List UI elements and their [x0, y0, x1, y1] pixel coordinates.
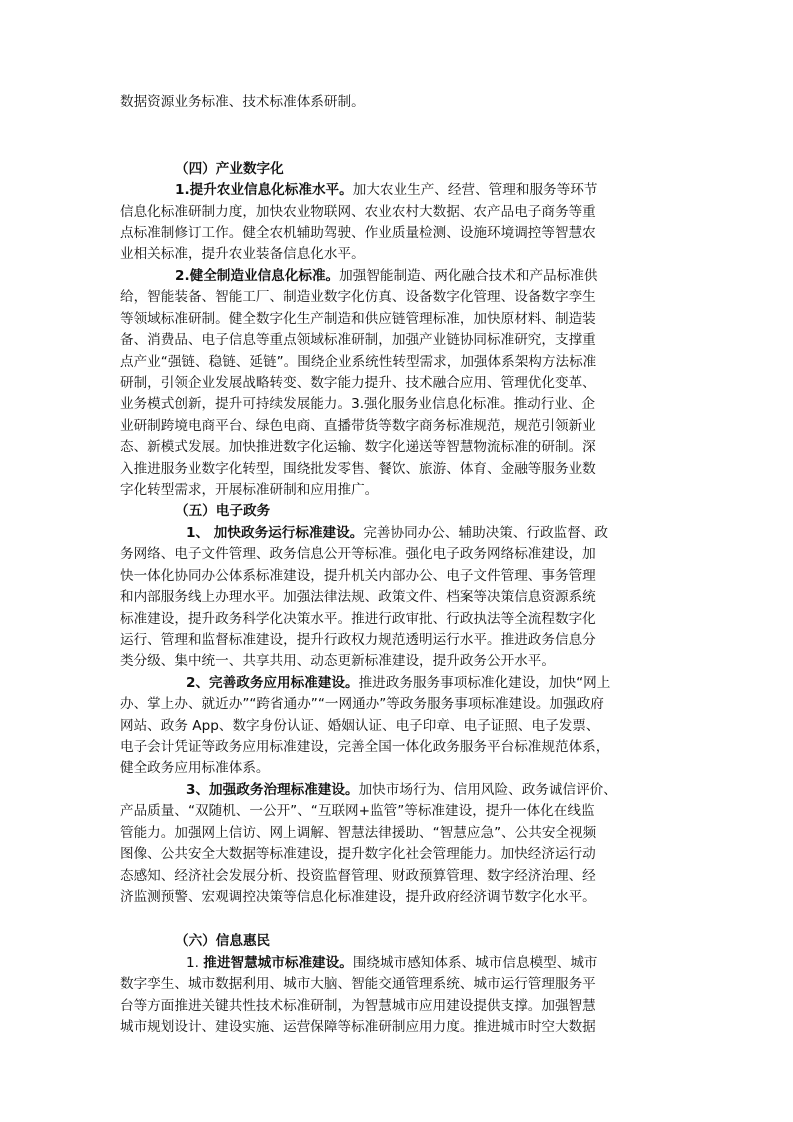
body-text-line: 等领域标准研制。健全数字化生产制造和供应链管理标准，加快原材料、制造装 — [120, 311, 596, 327]
body-text-line — [175, 266, 597, 288]
body-text-line: 图像、公共安全大数据等标准建设，提升数字化社会管理能力。加快经济运行动 — [120, 846, 596, 862]
body-text-line: 济监测预警、宏观调控决策等信息化标准建设，提升政府经济调节数字化水平。 — [120, 889, 596, 905]
body-text-line: 业相关标准，提升农业装备信息化水平。 — [120, 246, 365, 262]
body-text-line: 数据资源业务标准、技术标准体系研制。 — [120, 94, 365, 110]
body-text-line: 业研制跨境电商平台、绿色电商、直播带货等数字商务标准规范，规范引领新业 — [120, 418, 596, 434]
paragraph-text: 加强智能制造、两化融合技术和产品标准供 — [339, 268, 598, 284]
body-text-line: 给，智能装备、智能工厂、制造业数字化仿真、设备数字化管理、设备数字孪生 — [120, 289, 596, 305]
paragraph-text: 完善协同办公、辅助决策、行政监督、政 — [363, 525, 609, 541]
body-text-line — [186, 780, 617, 802]
body-text-line: 研制，引领企业发展战略转变、数字能力提升、技术融合应用、管理优化变革、 — [120, 375, 596, 391]
body-text-line: 点标准制修订工作。健全农机辅助驾驶、作业质量检测、设施环境调控等智慧农 — [120, 225, 596, 241]
body-text-line: 台等方面推进关键共性技术标准研制，为智慧城市应用建设提供支撑。加强智慧 — [120, 998, 596, 1014]
paragraph-title: 1.提升农业信息化标准水平。 — [175, 182, 353, 198]
body-text-line: 字化转型需求，开展标准研制和应用推广。 — [120, 482, 379, 498]
body-text-line: 业务模式创新，提升可持续发展能力。3.强化服务业信息化标准。推动行业、企 — [120, 396, 596, 412]
paragraph-text: 围绕城市感知体系、城市信息模型、城市 — [352, 955, 598, 971]
body-text-line — [175, 180, 597, 202]
body-text-line: 管能力。加强网上信访、网上调解、智慧法律援助、“智慧应急”、公共安全视频 — [120, 825, 597, 841]
body-text-line: 点产业“强链、稳链、延链”。围绕企业系统性转型需求，加强体系架构方法标准 — [120, 354, 597, 370]
section-heading: （六）信息惠民 — [175, 933, 271, 949]
paragraph-title: 2、完善政务应用标准建设。 — [186, 675, 359, 691]
paragraph-title: 1、 加快政务运行标准建设。 — [186, 525, 364, 541]
body-text-line: 务网络、电子文件管理、政务信息公开等标准。强化电子政务网络标准建设，加 — [120, 546, 596, 562]
body-text-line — [186, 523, 608, 545]
body-text-line: 和内部服务线上办理水平。加强法律法规、政策文件、档案等决策信息资源系统 — [120, 589, 596, 605]
body-text-line: 运行、管理和监督标准建设，提升行政权力规范透明运行水平。推进政务信息分 — [120, 632, 596, 648]
body-text-line: 标准建设，提升政务科学化决策水平。推进行政审批、行政执法等全流程数字化 — [120, 611, 596, 627]
body-text-line: 信息化标准研制力度，加快农业物联网、农业农村大数据、农产品电子商务等重 — [120, 204, 596, 220]
body-text-line: 类分级、集中统一、共享共用、动态更新标准建设，提升政务公开水平。 — [120, 653, 555, 669]
body-text-line — [186, 953, 598, 975]
body-text-line: 健全政务应用标准体系。 — [120, 760, 270, 776]
body-text-line: 备、消费品、电子信息等重点领域标准研制，加强产业链协同标准研究，支撑重 — [120, 332, 596, 348]
body-text-line: 数字孪生、城市数据利用、城市大脑、智能交通管理系统、城市运行管理服务平 — [120, 976, 596, 992]
body-text-line: 办、掌上办、就近办”“跨省通办”“一网通办”等政务服务事项标准建设。加强政府 — [120, 696, 604, 712]
body-text-line — [186, 673, 610, 695]
body-text-line: 电子会计凭证等政务应用标准建设，完善全国一体化政务服务平台标准规范体系， — [120, 739, 610, 755]
paragraph-number: 1. — [186, 955, 204, 971]
paragraph-title: 2.健全制造业信息化标准。 — [175, 268, 340, 284]
paragraph-title: 3、加强政务治理标准建设。 — [186, 782, 359, 798]
paragraph-text: 加大农业生产、经营、管理和服务等环节 — [352, 182, 598, 198]
body-text-line: 态感知、经济社会发展分析、投资监督管理、财政预算管理、数字经济治理、经 — [120, 868, 596, 884]
paragraph-text: 推进政务服务事项标准化建设，加快“网上 — [358, 675, 611, 691]
body-text-line: 态、新模式发展。加快推进数字化运输、数字化递送等智慧物流标准的研制。深 — [120, 439, 596, 455]
paragraph-text: 加快市场行为、信用风险、政务诚信评价、 — [358, 782, 617, 798]
body-text-line: 入推进服务业数字化转型，围绕批发零售、餐饮、旅游、体育、金融等服务业数 — [120, 461, 596, 477]
body-text-line: 产品质量、“双随机、一公开”、“互联网+监管”等标准建设，提升一体化在线监 — [120, 803, 595, 819]
body-text-line: 城市规划设计、建设实施、运营保障等标准研制应用力度。推进城市时空大数据 — [120, 1019, 596, 1035]
body-text-line: 快一体化协同办公体系标准建设，提升机关内部办公、电子文件管理、事务管理 — [120, 568, 596, 584]
section-heading: （四）产业数字化 — [175, 161, 284, 177]
body-text-line: 网站、政务 App、数字身份认证、婚姻认证、电子印章、电子证照、电子发票、 — [120, 718, 600, 734]
section-heading: （五）电子政务 — [175, 503, 271, 519]
paragraph-title: 推进智慧城市标准建设。 — [203, 955, 353, 971]
